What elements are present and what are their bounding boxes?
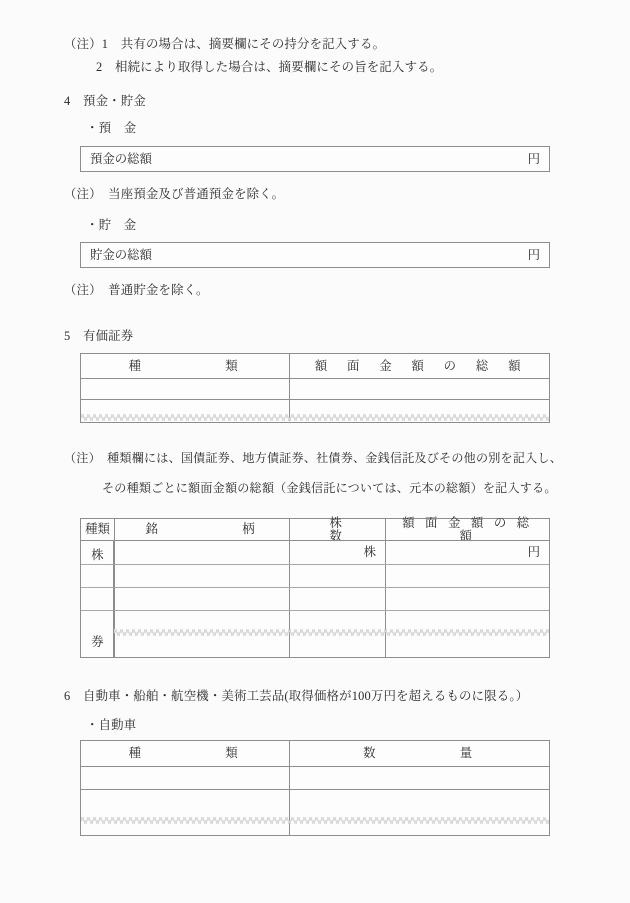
note-shared-ownership: （注）1 共有の場合は、摘要欄にその持分を記入する。 bbox=[64, 37, 386, 51]
table-row bbox=[81, 243, 549, 267]
section-4-heading: 4 預金・貯金 bbox=[64, 94, 146, 108]
subheading-automobile: ・自動車 bbox=[86, 718, 137, 732]
stock-amount-cell[interactable] bbox=[385, 565, 549, 587]
deposit-total-label: 預金の総額 bbox=[90, 151, 152, 166]
securities-header-row bbox=[81, 354, 549, 378]
stock-header-issue: 銘 柄 bbox=[114, 519, 289, 540]
stock-issue-cell[interactable] bbox=[114, 565, 289, 587]
automobile-quantity-cell[interactable] bbox=[289, 790, 549, 835]
stock-header-kind: 種類 bbox=[85, 522, 110, 537]
deposit-total-table bbox=[80, 146, 550, 172]
stock-row-label-bottom: 券 bbox=[91, 635, 104, 649]
section-6-heading: 6 自動車・船舶・航空機・美術工芸品(取得価格が100万円を超えるものに限る。） bbox=[64, 689, 529, 703]
securities-kind-cell[interactable] bbox=[81, 379, 289, 399]
stock-shares-cell[interactable] bbox=[289, 541, 385, 564]
deposit-total-value-cell[interactable] bbox=[81, 147, 549, 171]
note-securities-kind-line2: その種類ごとに額面金額の総額（金銭信託については、元本の総額）を記入する。 bbox=[102, 481, 557, 495]
automobile-table bbox=[80, 740, 550, 836]
savings-total-value-cell[interactable] bbox=[81, 243, 549, 267]
automobile-quantity-cell[interactable] bbox=[289, 767, 549, 789]
securities-kind-cell[interactable] bbox=[81, 400, 289, 421]
table-row bbox=[81, 147, 549, 171]
note-deposit-exclusion: （注） 当座預金及び普通預金を除く。 bbox=[64, 187, 285, 201]
stock-header-row bbox=[81, 516, 549, 543]
section-5-heading: 5 有価証券 bbox=[64, 329, 134, 343]
note-savings-exclusion: （注） 普通貯金を除く。 bbox=[64, 283, 209, 297]
stock-amount-cell[interactable] bbox=[385, 588, 549, 610]
savings-total-table bbox=[80, 242, 550, 268]
savings-unit-yen: 円 bbox=[527, 247, 540, 262]
stock-header-facevalue: 額 面 金 額 の 総 額 bbox=[385, 519, 549, 540]
stock-header-shares: 株 数 bbox=[289, 519, 385, 540]
stock-row-label-top: 株 bbox=[91, 548, 104, 562]
subheading-savings: ・貯 金 bbox=[86, 218, 137, 232]
stock-shares-cell[interactable] bbox=[289, 611, 385, 657]
securities-amount-cell[interactable] bbox=[289, 400, 549, 421]
table-row bbox=[81, 766, 549, 789]
stock-unit-shares: 株 bbox=[363, 545, 376, 560]
securities-header-facevalue: 額 面 金 額 の 総 額 bbox=[289, 354, 549, 378]
table-row bbox=[81, 540, 549, 564]
table-row bbox=[81, 789, 549, 835]
subheading-deposit: ・預 金 bbox=[86, 121, 137, 135]
stock-shares-cell[interactable] bbox=[289, 565, 385, 587]
note-inheritance: 2 相続により取得した場合は、摘要欄にその旨を記入する。 bbox=[96, 60, 443, 74]
stock-issue-cell[interactable] bbox=[114, 611, 289, 657]
securities-amount-cell[interactable] bbox=[289, 379, 549, 399]
automobile-header-row bbox=[81, 741, 549, 766]
securities-table bbox=[80, 353, 550, 423]
table-row bbox=[81, 378, 549, 399]
savings-total-label: 貯金の総額 bbox=[90, 247, 152, 262]
stock-issue-cell[interactable] bbox=[114, 541, 289, 564]
automobile-kind-cell[interactable] bbox=[81, 767, 289, 789]
stock-unit-yen: 円 bbox=[527, 545, 540, 560]
table-row bbox=[81, 564, 549, 587]
note-securities-kind-line1: （注） 種類欄には、国債証券、地方債証券、社債券、金銭信託及びその他の別を記入し、 bbox=[64, 451, 562, 465]
automobile-kind-cell[interactable] bbox=[81, 790, 289, 835]
table-row bbox=[81, 587, 549, 610]
automobile-header-kind: 種 類 bbox=[128, 746, 242, 761]
deposit-unit-yen: 円 bbox=[527, 151, 540, 166]
stock-issue-cell[interactable] bbox=[114, 588, 289, 610]
stock-shares-cell[interactable] bbox=[289, 588, 385, 610]
securities-header-kind: 種 類 bbox=[128, 358, 242, 373]
table-row bbox=[81, 399, 549, 421]
table-row bbox=[81, 610, 549, 657]
automobile-header-quantity: 数 量 bbox=[289, 741, 549, 766]
stock-amount-cell[interactable] bbox=[385, 611, 549, 657]
stock-certificate-table bbox=[80, 518, 550, 658]
stock-amount-cell[interactable] bbox=[385, 541, 549, 564]
